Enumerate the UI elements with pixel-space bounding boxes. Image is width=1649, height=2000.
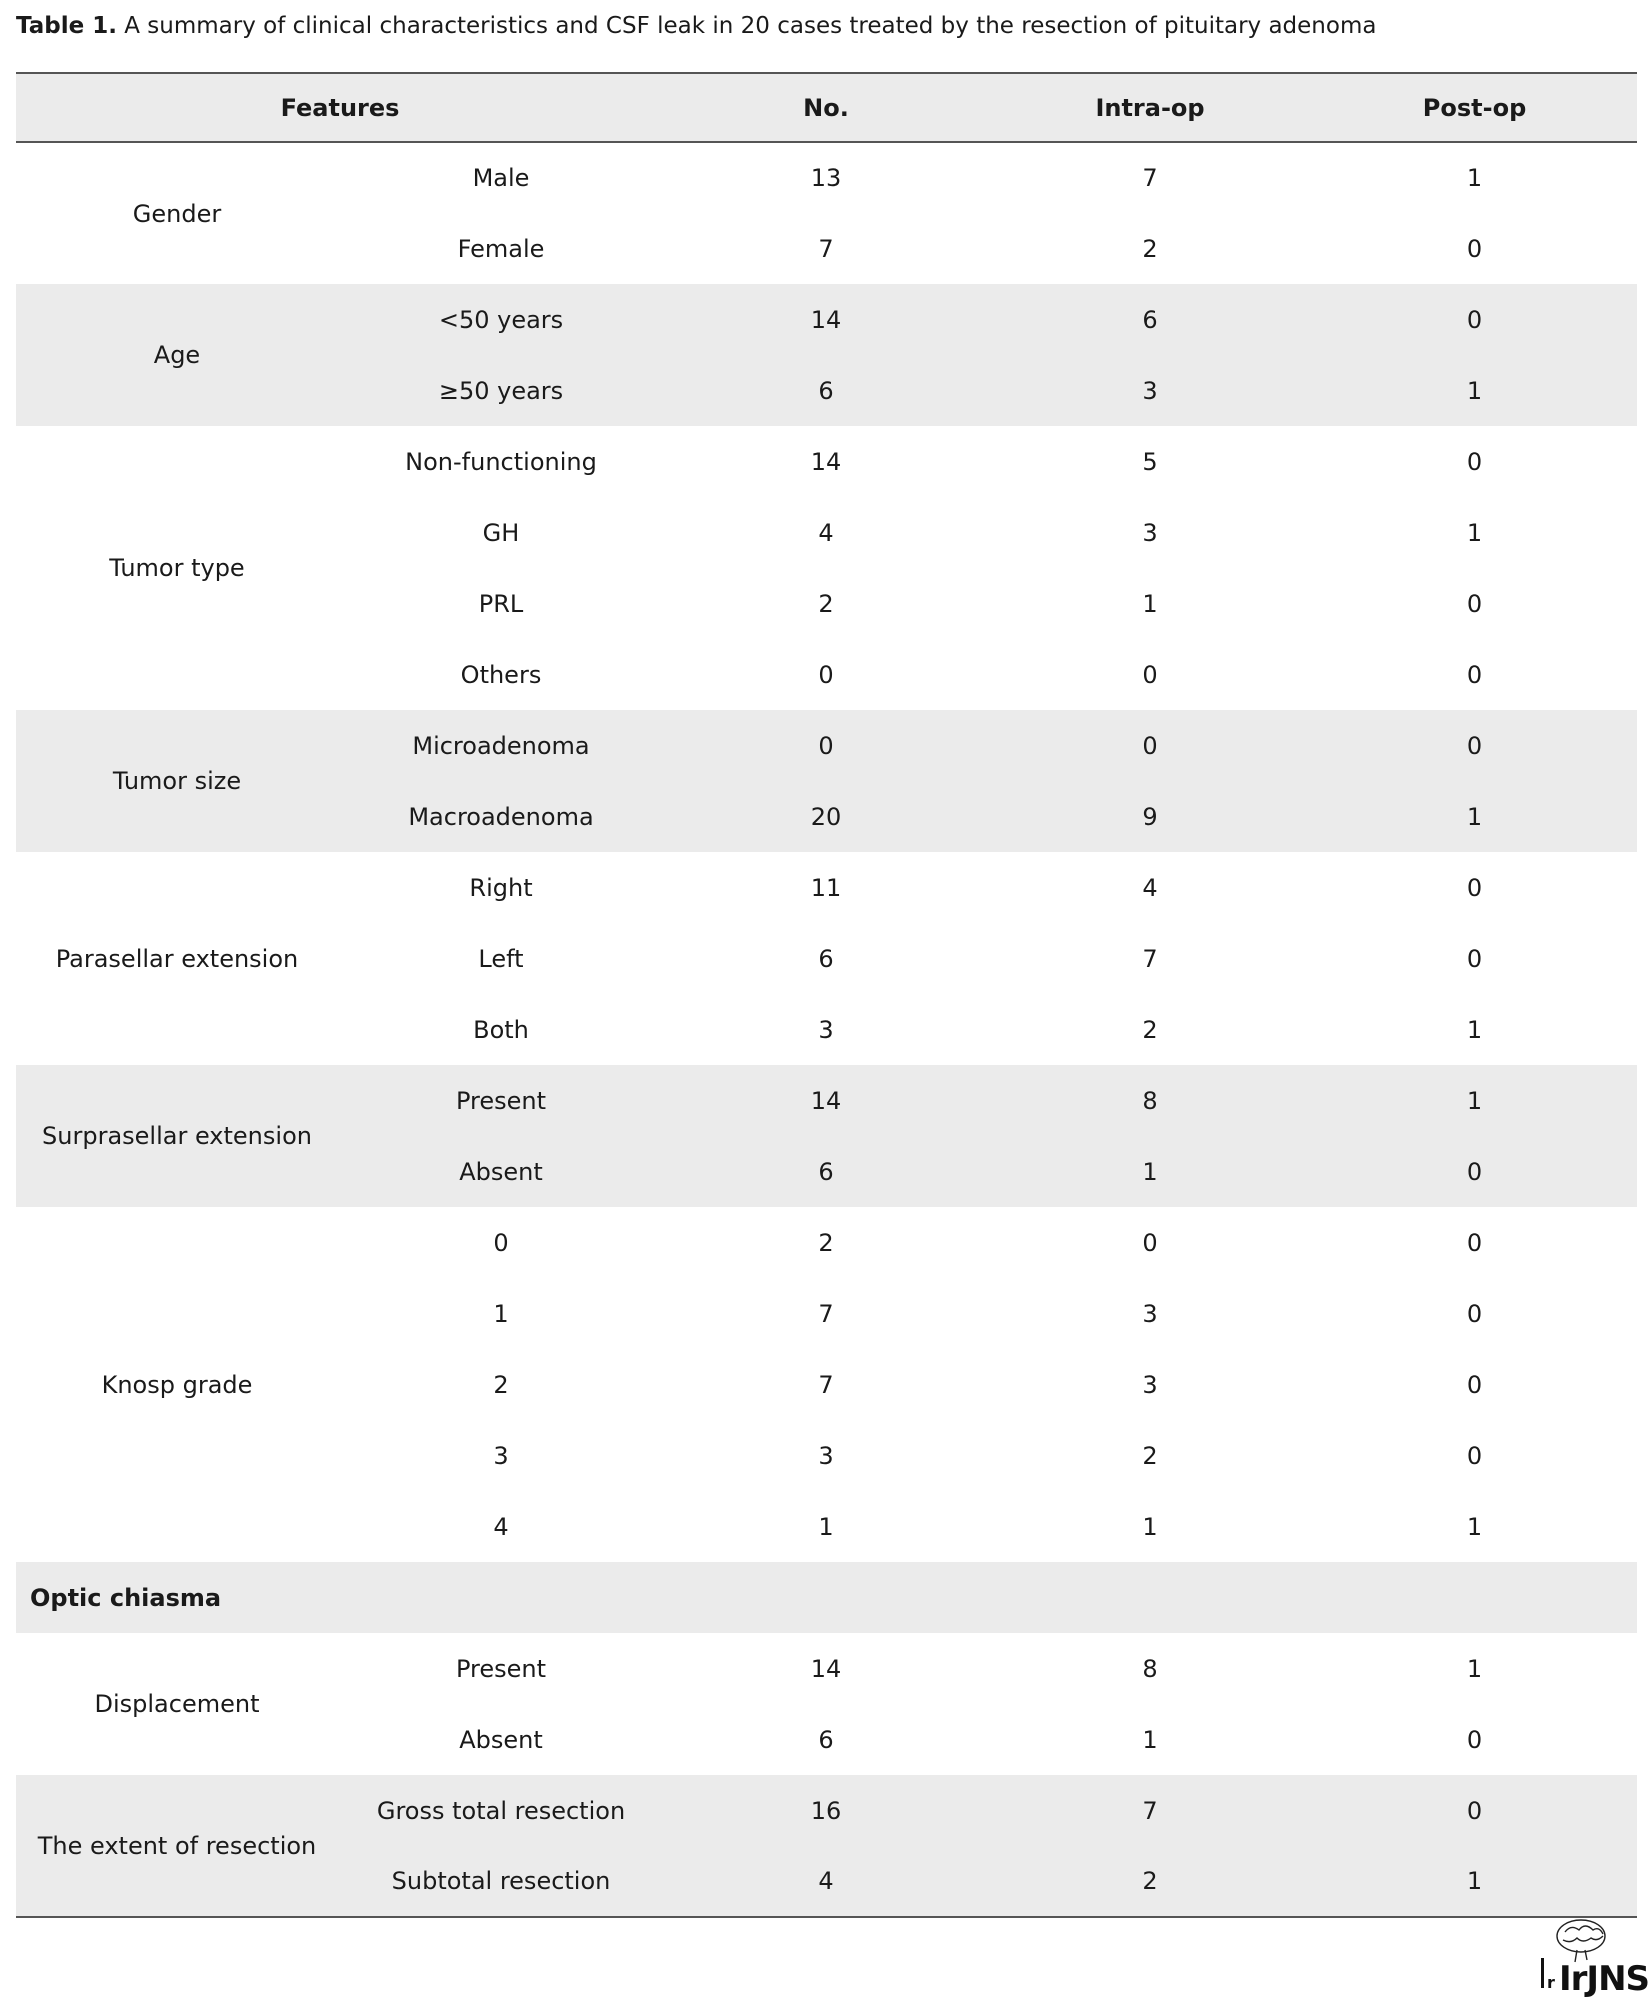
post-op-cell: 1 <box>1466 164 1483 192</box>
header-intra-op: Intra-op <box>988 73 1312 142</box>
count-cell: 20 <box>810 802 842 831</box>
svg-text:r: r <box>1547 1973 1555 1992</box>
count-cell: 3 <box>818 1441 834 1470</box>
subcategory-cell: 0 <box>493 1228 509 1257</box>
count-cell: 6 <box>818 376 834 405</box>
intra-op-cell: 8 <box>1142 1654 1158 1683</box>
intra-op-cell: 2 <box>988 1846 1312 1917</box>
subcategory-cell: Male <box>472 164 530 192</box>
intra-op-cell: 1 <box>1142 1157 1158 1186</box>
intra-op-cell: 3 <box>1142 518 1158 547</box>
post-op-cell: 1 <box>1312 1846 1637 1917</box>
table-body <box>16 142 1637 1917</box>
post-op-cell: 0 <box>1466 305 1483 334</box>
count-cell: 6 <box>818 1157 834 1186</box>
feature-group-cell: Tumor size <box>112 767 242 795</box>
intra-op-cell: 4 <box>1142 873 1158 902</box>
post-op-cell: 1 <box>1466 1015 1483 1044</box>
feature-group-cell: Tumor type <box>109 554 245 582</box>
count-cell: 0 <box>818 660 834 689</box>
post-op-cell: 0 <box>1466 1796 1483 1825</box>
intra-op-cell: 1 <box>1142 1512 1158 1541</box>
intra-op-cell: 0 <box>1142 660 1158 689</box>
feature-group-cell: Gender <box>132 199 222 228</box>
count-cell: 14 <box>810 1654 842 1683</box>
intra-op-cell: 2 <box>1142 234 1158 263</box>
intra-op-cell: 1 <box>1142 1725 1158 1754</box>
post-op-cell: 1 <box>1466 1654 1483 1683</box>
subcategory-cell: <50 years <box>438 305 564 334</box>
subcategory-cell: Absent <box>459 1157 543 1186</box>
intra-op-cell: 7 <box>1142 1796 1158 1825</box>
post-op-cell: 0 <box>1466 1725 1483 1754</box>
post-op-cell: 0 <box>1466 1370 1483 1399</box>
table-row <box>16 710 1637 781</box>
table-caption <box>16 6 1636 46</box>
post-op-cell: 1 <box>1466 518 1483 547</box>
count-cell: 2 <box>818 589 834 618</box>
table-row <box>16 1207 1637 1278</box>
feature-group-cell: Displacement <box>94 1690 260 1718</box>
count-cell: 11 <box>810 873 842 902</box>
header-no: No. <box>664 73 988 142</box>
post-op-cell: 0 <box>1466 944 1483 973</box>
post-op-cell: 0 <box>1466 1299 1483 1328</box>
count-cell: 3 <box>818 1015 834 1044</box>
subcategory-cell: Macroadenoma <box>408 802 594 831</box>
subcategory-cell: Present <box>455 1086 547 1115</box>
subcategory-cell: Absent <box>459 1725 543 1754</box>
table-row <box>16 1065 1637 1136</box>
caption-text: A summary of clinical characteristics and CSF leak in 20 cases treated by the resection of pituitary adenoma <box>124 13 1377 39</box>
subcategory-cell: Others <box>460 660 542 689</box>
subcategory-cell: Right <box>469 873 533 902</box>
feature-group-cell: Parasellar extension <box>55 944 299 973</box>
count-cell: 7 <box>818 1299 834 1328</box>
subcategory-cell: Gross total resection <box>376 1796 626 1825</box>
post-op-cell: 0 <box>1466 447 1483 476</box>
table-container <box>16 72 1637 1918</box>
feature-group-cell: Knosp grade <box>101 1370 253 1399</box>
intra-op-cell: 3 <box>1142 1299 1158 1328</box>
count-cell: 16 <box>810 1796 842 1825</box>
section-row <box>16 1562 1637 1633</box>
intra-op-cell: 0 <box>1142 731 1158 760</box>
count-cell: 14 <box>810 305 842 334</box>
table-row <box>16 852 1637 923</box>
post-op-cell: 0 <box>1466 1441 1483 1470</box>
subcategory-cell: 3 <box>493 1441 509 1470</box>
post-op-cell: 1 <box>1466 376 1483 405</box>
table-row <box>16 284 1637 355</box>
table-row <box>16 426 1637 497</box>
count-cell: 2 <box>818 1228 834 1257</box>
header-row <box>16 73 1637 142</box>
post-op-cell: 1 <box>1466 1512 1483 1541</box>
intra-op-cell: 1 <box>1142 589 1158 618</box>
subcategory-cell: 4 <box>493 1512 509 1541</box>
subcategory-cell: 2 <box>493 1370 509 1399</box>
subcategory-cell: Non-functioning <box>405 447 597 476</box>
intra-op-cell: 2 <box>1142 1441 1158 1470</box>
subcategory-cell: GH <box>482 518 520 547</box>
count-cell: 6 <box>818 1725 834 1754</box>
count-cell: 0 <box>818 731 834 760</box>
count-cell: 14 <box>810 1086 842 1115</box>
intra-op-cell: 5 <box>1142 447 1158 476</box>
post-op-cell: 0 <box>1466 873 1483 902</box>
count-cell: 1 <box>818 1512 834 1541</box>
subcategory-cell: Both <box>473 1015 529 1044</box>
subcategory-cell: Present <box>455 1654 547 1683</box>
table-header <box>16 73 1637 142</box>
count-cell: 7 <box>818 1370 834 1399</box>
intra-op-cell: 3 <box>1142 376 1158 405</box>
intra-op-cell: 3 <box>1142 1370 1158 1399</box>
post-op-cell: 1 <box>1466 1086 1483 1115</box>
post-op-cell: 0 <box>1466 234 1483 263</box>
table-row <box>16 1633 1637 1704</box>
intra-op-cell: 7 <box>1142 164 1158 192</box>
count-cell: 6 <box>818 944 834 973</box>
post-op-cell: 0 <box>1466 1157 1483 1186</box>
post-op-cell: 0 <box>1466 589 1483 618</box>
intra-op-cell: 7 <box>1142 944 1158 973</box>
intra-op-cell: 6 <box>1142 305 1158 334</box>
count-cell: 7 <box>818 234 834 263</box>
count-cell: 4 <box>664 1846 988 1917</box>
post-op-cell: 1 <box>1466 802 1483 831</box>
feature-group-cell: Age <box>153 341 201 369</box>
logo-text: IrJNS <box>1559 1959 1649 1999</box>
intra-op-cell: 9 <box>1142 802 1158 831</box>
table-row <box>16 1775 1637 1846</box>
brain-logo-icon <box>1535 1914 1649 1999</box>
post-op-cell: 0 <box>1466 731 1483 760</box>
count-cell: 4 <box>818 518 834 547</box>
feature-group-cell: The extent of resection <box>16 1775 338 1917</box>
intra-op-cell: 2 <box>1142 1015 1158 1044</box>
post-op-cell: 0 <box>1466 1228 1483 1257</box>
count-cell: 13 <box>810 164 842 192</box>
subcategory-cell: 1 <box>493 1299 509 1328</box>
header-features: Features <box>16 73 664 142</box>
header-post-op: Post-op <box>1312 73 1637 142</box>
characteristics-table <box>16 72 1637 1918</box>
intra-op-cell: 0 <box>1142 1228 1158 1257</box>
section-label: Optic chiasma <box>30 1583 222 1612</box>
subcategory-cell: Left <box>478 944 524 973</box>
subcategory-cell: Subtotal resection <box>338 1846 664 1917</box>
subcategory-cell: Female <box>457 234 545 263</box>
table-row <box>16 142 1637 213</box>
subcategory-cell: Microadenoma <box>412 731 590 760</box>
subcategory-cell: ≥50 years <box>438 376 564 405</box>
caption-label: Table 1. <box>16 13 117 39</box>
subcategory-cell: PRL <box>478 589 524 618</box>
intra-op-cell: 8 <box>1142 1086 1158 1115</box>
count-cell: 14 <box>810 447 842 476</box>
feature-group-cell: Surprasellar extension <box>42 1122 312 1150</box>
post-op-cell: 0 <box>1466 660 1483 689</box>
